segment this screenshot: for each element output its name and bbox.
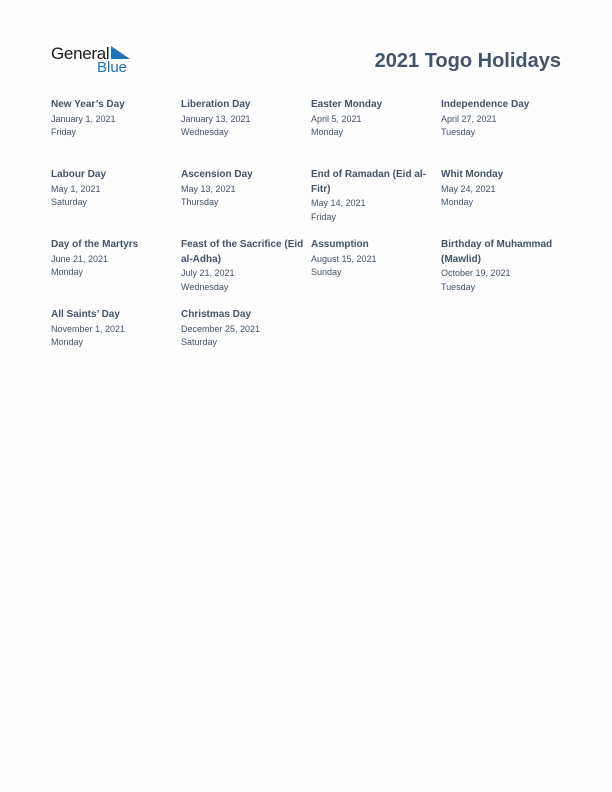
holiday-weekday: Friday <box>311 211 337 222</box>
generalblue-logo <box>51 44 133 78</box>
holiday-item <box>441 238 571 308</box>
holiday-item <box>51 98 181 168</box>
holiday-weekday: Saturday <box>181 337 218 347</box>
holiday-date: June 21, 2021 <box>51 253 109 264</box>
holiday-name: Labour Day <box>51 169 107 180</box>
holiday-date: April 5, 2021 <box>311 113 362 124</box>
holiday-date: December 25, 2021 <box>181 323 261 334</box>
holiday-item <box>51 168 181 238</box>
holiday-date: May 14, 2021 <box>311 198 366 208</box>
holiday-date: May 24, 2021 <box>441 183 496 194</box>
holiday-weekday: Wednesday <box>181 127 229 137</box>
page-title: 2021 Togo Holidays <box>374 50 561 72</box>
holiday-item <box>181 308 311 378</box>
holiday-item <box>51 308 181 378</box>
holiday-name: Day of the Martyrs <box>51 239 139 250</box>
holiday-name: Christmas Day <box>181 309 252 320</box>
holiday-weekday: Monday <box>311 127 344 137</box>
holiday-name: Liberation Day <box>181 99 251 110</box>
holiday-date: July 21, 2021 <box>181 268 235 278</box>
holiday-item <box>51 238 181 308</box>
holiday-weekday: Tuesday <box>441 127 476 137</box>
holiday-name: Whit Monday <box>441 169 504 180</box>
holiday-name: Birthday of Muhammad (Mawlid) <box>441 239 553 265</box>
holiday-date: January 1, 2021 <box>51 113 116 124</box>
holiday-name: Ascension Day <box>181 169 253 180</box>
holiday-date: May 1, 2021 <box>51 183 101 194</box>
holiday-item <box>441 98 571 168</box>
holiday-item <box>181 98 311 168</box>
holiday-name: Independence Day <box>441 99 530 110</box>
holiday-name: All Saints’ Day <box>51 309 120 320</box>
holiday-weekday: Sunday <box>311 267 342 277</box>
holiday-item <box>311 168 441 238</box>
holiday-date: May 13, 2021 <box>181 183 236 194</box>
holiday-grid <box>51 98 571 378</box>
holiday-item <box>181 168 311 238</box>
holiday-item <box>441 168 571 238</box>
holiday-weekday: Monday <box>51 337 84 347</box>
holiday-date: January 13, 2021 <box>181 113 251 124</box>
holiday-weekday: Tuesday <box>441 281 476 292</box>
holiday-weekday: Monday <box>441 197 474 207</box>
holiday-weekday: Monday <box>51 267 84 277</box>
logo-text-general: General <box>51 44 110 63</box>
holiday-item <box>181 238 311 308</box>
holiday-name: Feast of the Sacrifice (Eid al-Adha) <box>181 239 304 265</box>
holiday-name: New Year’s Day <box>51 99 125 110</box>
holiday-item <box>311 238 441 308</box>
holiday-weekday: Friday <box>51 127 77 137</box>
holiday-name: Easter Monday <box>311 99 383 110</box>
holiday-date: November 1, 2021 <box>51 323 126 334</box>
holiday-date: October 19, 2021 <box>441 268 511 278</box>
logo-text-blue: Blue <box>97 59 128 76</box>
holiday-date: August 15, 2021 <box>311 253 377 264</box>
holiday-weekday: Wednesday <box>181 281 229 292</box>
holiday-item <box>311 98 441 168</box>
logo-triangle-icon <box>111 46 131 60</box>
holiday-name: Assumption <box>311 239 369 250</box>
holiday-date: April 27, 2021 <box>441 113 497 124</box>
holiday-weekday: Thursday <box>181 197 219 207</box>
holiday-name: End of Ramadan (Eid al-Fitr) <box>311 169 427 195</box>
holiday-weekday: Saturday <box>51 197 88 207</box>
